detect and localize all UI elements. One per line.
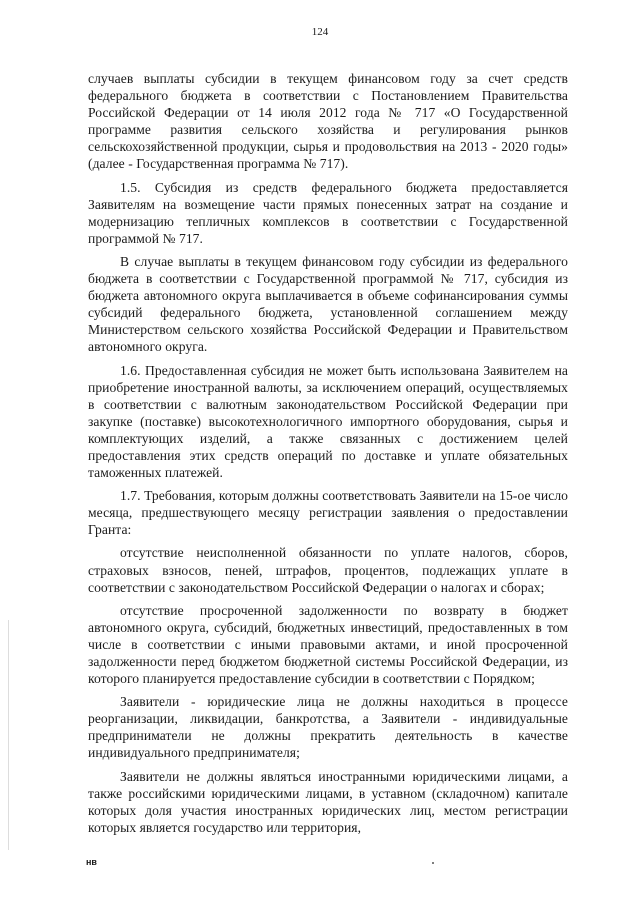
paragraph-requirement-foreign: Заявители не должны являться иностранными юридическими лицами, а также российскими юридическими лицами, в уставном (складочном) капитале которых доля участия иностранных юридических лиц, местом регистрации которых является государство или территория,: [88, 768, 568, 835]
paragraph-continuation: случаев выплаты субсидии в текущем финансовом году за счет средств федерального бюджета в соответствии с Постановлением Правительства Российской Федерации от 14 июля 2012 года № 717 «О Государственной программе развития сельского хозяйства и регулирования рынков сельскохозяйственной продукции, сырья и продовольствия на 2013 - 2020 годы» (далее - Государственная программа № 717).: [88, 71, 568, 172]
scan-edge-line: [8, 620, 9, 850]
paragraph-requirement-taxes: отсутствие неисполненной обязанности по уплате налогов, сборов, страховых взносов, пеней, штрафов, процентов, подлежащих уплате в соответствии с законодательством Российской Федерации о налогах и сборах;: [88, 545, 568, 595]
document-body: [88, 70, 568, 836]
paragraph-federal-subsidy: В случае выплаты в текущем финансовом году субсидии из федерального бюджета в соответствии с Государственной программой № 717, субсидия из бюджета автономного округа выплачивается в объеме софинансирования суммы субсидий федерального бюджета, установленной соглашением между Министерством сельского хозяйства Российской Федерации и Правительством автономного округа.: [88, 253, 568, 355]
scan-speck: [432, 862, 434, 864]
paragraph-1-6: 1.6. Предоставленная субсидия не может быть использована Заявителем на приобретение иностранной валюты, за исключением операций, осуществляемых в соответствии с валютным законодательством Российской Федерации при закупке (поставке) высокотехнологичного импортного оборудования, сырья и комплектующих изделий, а также связанных с достижением целей предоставления этих средств операций по доставке и уплате обязательных таможенных платежей.: [88, 362, 568, 481]
paragraph-1-7: 1.7. Требования, которым должны соответствовать Заявители на 15-ое число месяца, предшествующего месяцу регистрации заявления о предоставлении Гранта:: [88, 488, 568, 538]
page-number: 124: [311, 26, 329, 38]
paragraph-requirement-debt: отсутствие просроченной задолженности по возврату в бюджет автономного округа, субсидий, бюджетных инвестиций, предоставленных в том числе в соответствии с иными правовыми актами, и иной просроченной задолженности перед бюджетом бюджетной системы Российской Федерации, из которого планируется предоставление субсидии в соответствии с Порядком;: [88, 602, 568, 687]
paragraph-requirement-reorganization: Заявители - юридические лица не должны находиться в процессе реорганизации, ликвидации, банкротства, а Заявители - индивидуальные предприниматели не должны прекратить деятельность в качестве индивидуального предпринимателя;: [88, 694, 568, 761]
footer-mark: нв: [86, 857, 97, 867]
paragraph-1-5: 1.5. Субсидия из средств федерального бюджета предоставляется Заявителям на возмещение части прямых понесенных затрат на создание и модернизацию тепличных комплексов в соответствии с Государственной программой № 717.: [88, 179, 568, 246]
